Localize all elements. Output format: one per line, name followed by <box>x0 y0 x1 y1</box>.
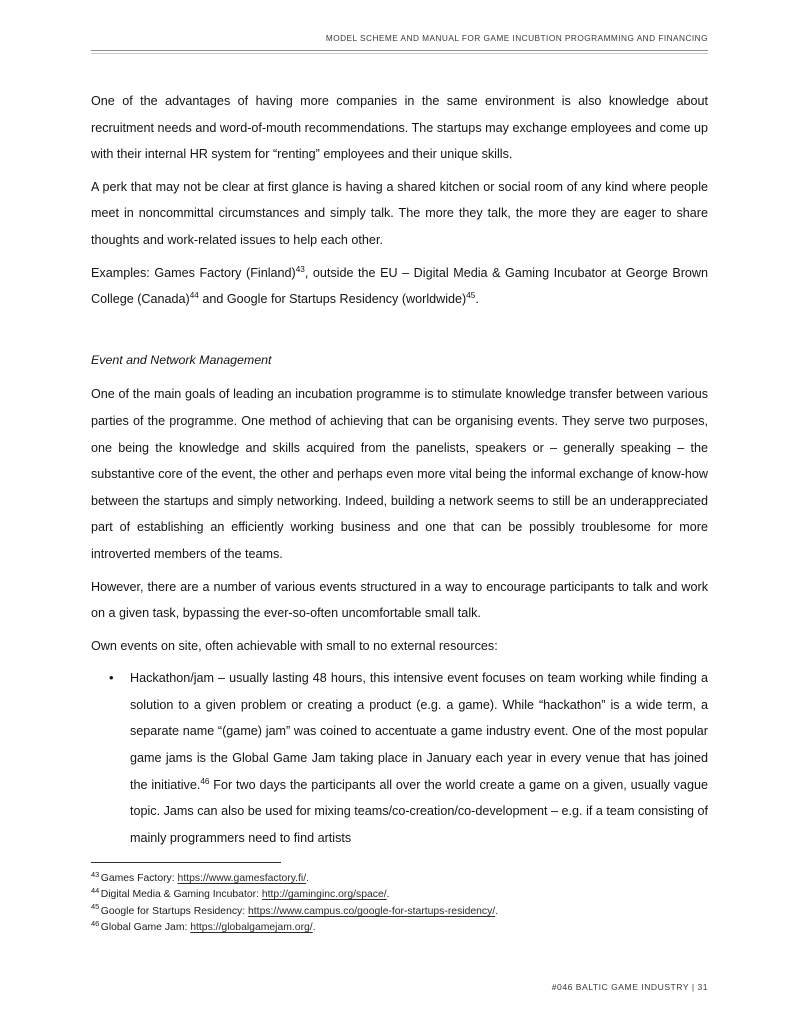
footnote-link[interactable]: https://www.campus.co/google-for-startups-residency/ <box>248 905 496 917</box>
header-divider <box>91 50 708 54</box>
page-footer <box>91 982 708 992</box>
examples-text-part-3: and Google for Startups Residency (worldwide) <box>198 292 467 307</box>
examples-text-part-2: , outside the EU – Digital Media & Gaming Incubator at George Brown College (Canada) <box>91 265 709 307</box>
footnote-trailing: . <box>495 905 499 917</box>
footnote-marker: 45 <box>91 902 100 912</box>
footnote-trailing: . <box>386 889 390 901</box>
footnote-marker: 43 <box>91 869 100 879</box>
footnote-44 <box>91 887 708 903</box>
spacer-after-heading <box>91 373 708 381</box>
paragraph-examples <box>91 260 708 313</box>
paragraph-own-events: Own events on site, often achievable with small to no external resources: <box>91 638 498 653</box>
section-heading-event-and-network-management: Event and Network Management <box>91 352 272 367</box>
list-item <box>130 665 708 851</box>
footnote-ref-43[interactable]: 43 <box>295 264 305 274</box>
footnote-ref-46[interactable]: 46 <box>200 776 210 786</box>
document-body <box>91 88 708 851</box>
footnote-label: Global Game Jam: <box>100 922 188 934</box>
footnote-label: Google for Startups Residency: <box>100 905 246 917</box>
footnote-46 <box>91 920 708 936</box>
footnote-ref-44[interactable]: 44 <box>189 290 199 300</box>
paragraph-however: However, there are a number of various events structured in a way to encourage participants to talk and work on a given task, bypassing the ever-so-often uncomfortable small talk. <box>91 579 708 621</box>
footnote-trailing: . <box>312 922 316 934</box>
footer-text: #046 BALTIC GAME INDUSTRY | 31 <box>551 982 708 992</box>
footnote-section <box>91 862 708 937</box>
footnote-label: Digital Media & Gaming Incubator: <box>100 889 259 901</box>
footnote-43 <box>91 871 708 887</box>
footnote-link[interactable]: https://www.gamesfactory.fi/ <box>177 873 307 884</box>
footnote-label: Games Factory: <box>100 873 175 884</box>
footnote-marker: 46 <box>91 918 100 928</box>
header-title: MODEL SCHEME AND MANUAL FOR GAME INCUBTION PROGRAMMING AND FINANCING <box>325 33 708 43</box>
paragraph-advantages: One of the advantages of having more companies in the same environment is also knowledge about recruitment needs and word-of-mouth recommendations. The startups may exchange employees and come up with their internal HR system for “renting” employees and their unique skills. <box>91 94 708 162</box>
bullet-text-part-1: Hackathon/jam – usually lasting 48 hours, this intensive event focuses on team working while finding a solution to a given problem or creating a product (e.g. a game). While “hackathon” is a wide term, a separate name “(game) jam” was coined to accentuate a game industry event. One of the most popular game jams is the Global Game Jam taking place in January each year in every venue that has joined the initiative. <box>130 671 708 792</box>
footnote-marker: 44 <box>91 885 100 895</box>
footnote-trailing: . <box>306 873 310 884</box>
footnote-45 <box>91 904 708 920</box>
paragraph-perk: A perk that may not be clear at first glance is having a shared kitchen or social room of any kind where people meet in noncommittal circumstances and simply talk. The more they talk, the more they are eager to share thoughts and work-related issues to help each other. <box>91 179 708 247</box>
footnote-link[interactable]: https://globalgamejam.org/ <box>190 922 313 934</box>
page-header <box>91 33 708 54</box>
bullet-list-own-events <box>91 665 708 851</box>
footnote-ref-45[interactable]: 45 <box>466 290 476 300</box>
paragraph-main-goals: One of the main goals of leading an incubation programme is to stimulate knowledge transfer between various parties of the programme. One method of achieving that can be organising events. They serve two purposes, one being the knowledge and skills acquired from the panelists, speakers or – generally speaking – the substantive core of the event, the other and perhaps even more vital being the informal exchange of know-how between the startups and simply networking. Indeed, building a network seems to still be an underappreciated part of establishing an efficiently working business and one that can be possibly troublesome for more introverted members of the teams. <box>91 387 708 561</box>
spacer-before-heading <box>91 319 708 347</box>
footnote-link[interactable]: http://gaminginc.org/space/ <box>261 889 387 901</box>
bullet-text-part-2: For two days the participants all over the world create a game on a given, usually vague topic. Jams can also be used for mixing teams/co-creation/co-development – e.g. if a team consisting of mainly programmers need to find artists <box>130 777 708 845</box>
examples-text-part-4: . <box>475 292 479 307</box>
footnote-divider <box>91 862 281 863</box>
examples-text-part-1: Examples: Games Factory (Finland) <box>91 265 296 280</box>
